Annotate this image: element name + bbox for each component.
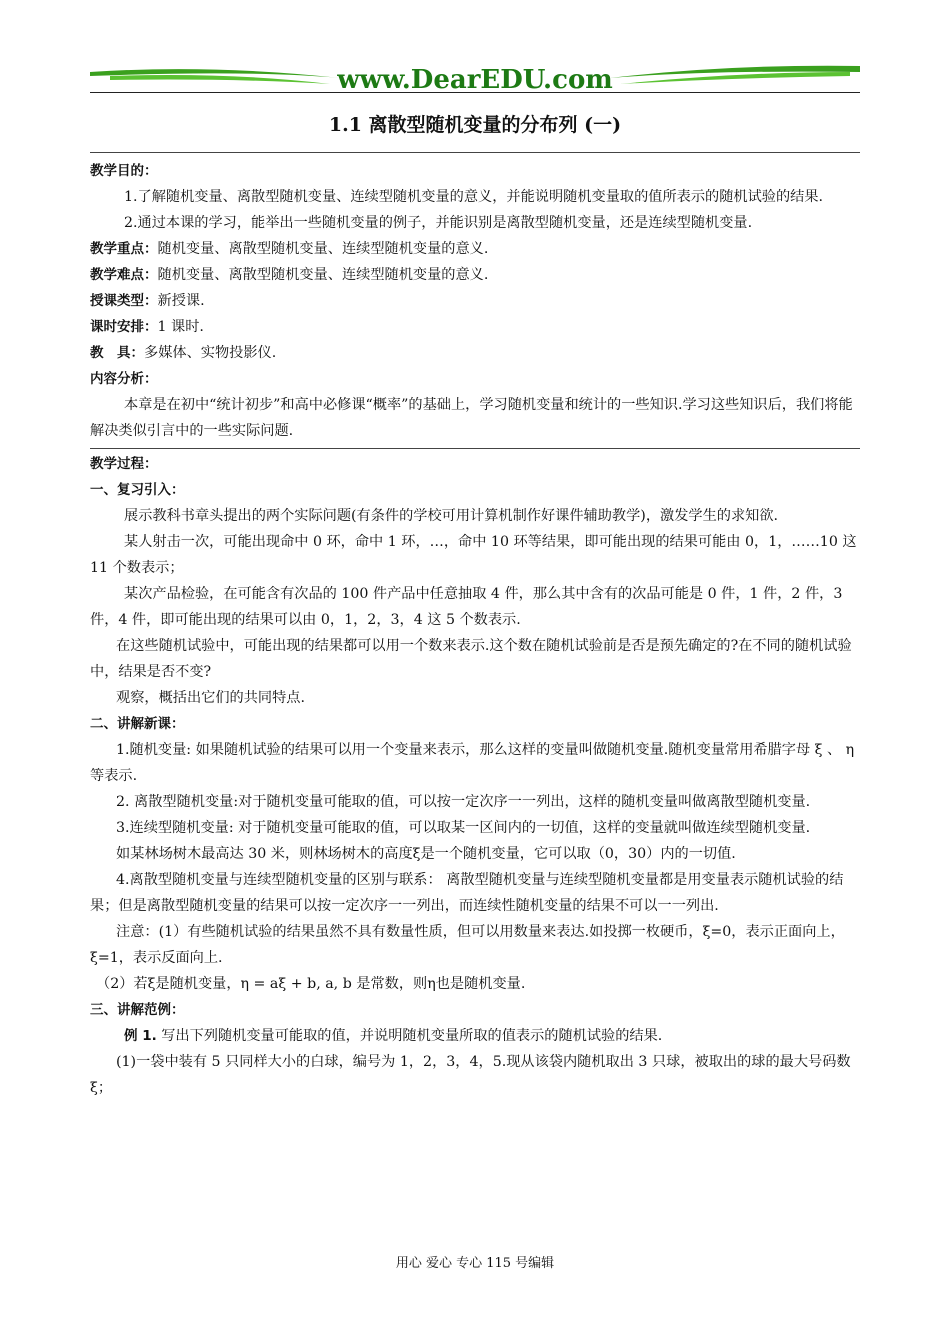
review-para-4: 在这些随机试验中，可能出现的结果都可以用一个数来表示.这个数在随机试验前是否是预先确定的?在不同的随机试验中，结果是否不变? — [90, 638, 852, 680]
new-lesson-para-7: （2）若ξ是随机变量，η = aξ + b, a, b 是常数，则η也是随机变量. — [96, 976, 526, 992]
example-1-sub-1: (1)一袋中装有 5 只同样大小的白球，编号为 1，2，3，4，5.现从该袋内随机取出 3 只球，被取出的球的最大号码数 ξ； — [90, 1054, 851, 1096]
review-para-2: 某人射击一次，可能出现命中 0 环，命中 1 环，…，命中 10 环等结果，即可能出现的结果可能由 0，1，……10 这 11 个数表示； — [90, 534, 857, 576]
new-lesson-para-4: 如某林场树木最高达 30 米，则林场树木的高度ξ是一个随机变量，它可以取（0，30）内的一切值. — [116, 846, 736, 862]
example-1: 例 1. 写出下列随机变量可能取的值，并说明随机变量所取的值表示的随机试验的结果. — [124, 1028, 663, 1044]
examples-heading: 三、讲解范例： — [90, 1002, 185, 1018]
page-footer: 用心 爱心 专心 115 号编辑 — [395, 1256, 555, 1271]
review-para-5: 观察，概括出它们的共同特点. — [116, 690, 305, 706]
analysis-label: 内容分析： — [90, 371, 158, 387]
review-para-1: 展示教科书章头提出的两个实际问题(有条件的学校可用计算机制作好课件辅助教学)，激发学生的求知欲. — [124, 508, 779, 524]
goals-label: 教学目的： — [90, 163, 158, 179]
tools: 教 具：多媒体、实物投影仪. — [90, 345, 277, 361]
review-heading: 一、复习引入： — [90, 482, 185, 498]
header-banner — [90, 56, 860, 96]
left-swoosh-2 — [110, 75, 330, 84]
process-label: 教学过程： — [90, 456, 158, 472]
section-rule — [90, 448, 860, 449]
hours: 课时安排：1 课时. — [90, 319, 204, 335]
new-lesson-para-1: 1.随机变量: 如果随机试验的结果可以用一个变量来表示，那么这样的变量叫做随机变量.随机变量常用希腊字母 ξ 、 η 等表示. — [90, 742, 855, 784]
difficulties: 教学难点：随机变量、离散型随机变量、连续型随机变量的意义. — [90, 267, 489, 283]
new-lesson-heading: 二、讲解新课： — [90, 716, 185, 732]
new-lesson-para-2: 2. 离散型随机变量:对于随机变量可能取的值，可以按一定次序一一列出，这样的随机变量叫做离散型随机变量. — [116, 794, 811, 810]
header-rule — [90, 92, 860, 93]
key-points: 教学重点：随机变量、离散型随机变量、连续型随机变量的意义. — [90, 241, 489, 257]
new-lesson-para-3: 3.连续型随机变量: 对于随机变量可能取的值，可以取某一区间内的一切值，这样的变量就叫做连续型随机变量. — [116, 820, 811, 836]
lesson-content — [90, 158, 860, 1101]
analysis-text: 本章是在初中“统计初步”和高中必修课“概率”的基础上，学习随机变量和统计的一些知识.学习这些知识后，我们将能解决类似引言中的一些实际问题. — [90, 397, 853, 439]
site-logo: www.DearEDU.com — [337, 65, 613, 95]
new-lesson-para-5: 4.离散型随机变量与连续型随机变量的区别与联系： 离散型随机变量与连续型随机变量都是用变量表示随机试验的结果；但是离散型随机变量的结果可以按一定次序一一列出，而连续性随机变量的结果不可以一一列出. — [90, 872, 844, 914]
review-para-3: 某次产品检验，在可能含有次品的 100 件产品中任意抽取 4 件，那么其中含有的次品可能是 0 件，1 件，2 件，3 件，4 件，即可能出现的结果可以由 0，1，2，3，4 这 5 个数表示. — [90, 586, 843, 628]
goal-1: 1.了解随机变量、离散型随机变量、连续型随机变量的意义，并能说明随机变量取的值所表示的随机试验的结果. — [124, 189, 824, 205]
page-title: 1.1 离散型随机变量的分布列 (一) — [328, 114, 622, 136]
goal-2: 2.通过本课的学习，能举出一些随机变量的例子，并能识别是离散型随机变量，还是连续型随机变量. — [124, 215, 753, 231]
new-lesson-para-6: 注意：(1）有些随机试验的结果虽然不具有数量性质，但可以用数量来表达.如投掷一枚硬币，ξ=0，表示正面向上，ξ=1，表示反面向上. — [90, 924, 845, 966]
title-rule — [90, 152, 860, 153]
lesson-type: 授课类型：新授课. — [90, 293, 205, 309]
